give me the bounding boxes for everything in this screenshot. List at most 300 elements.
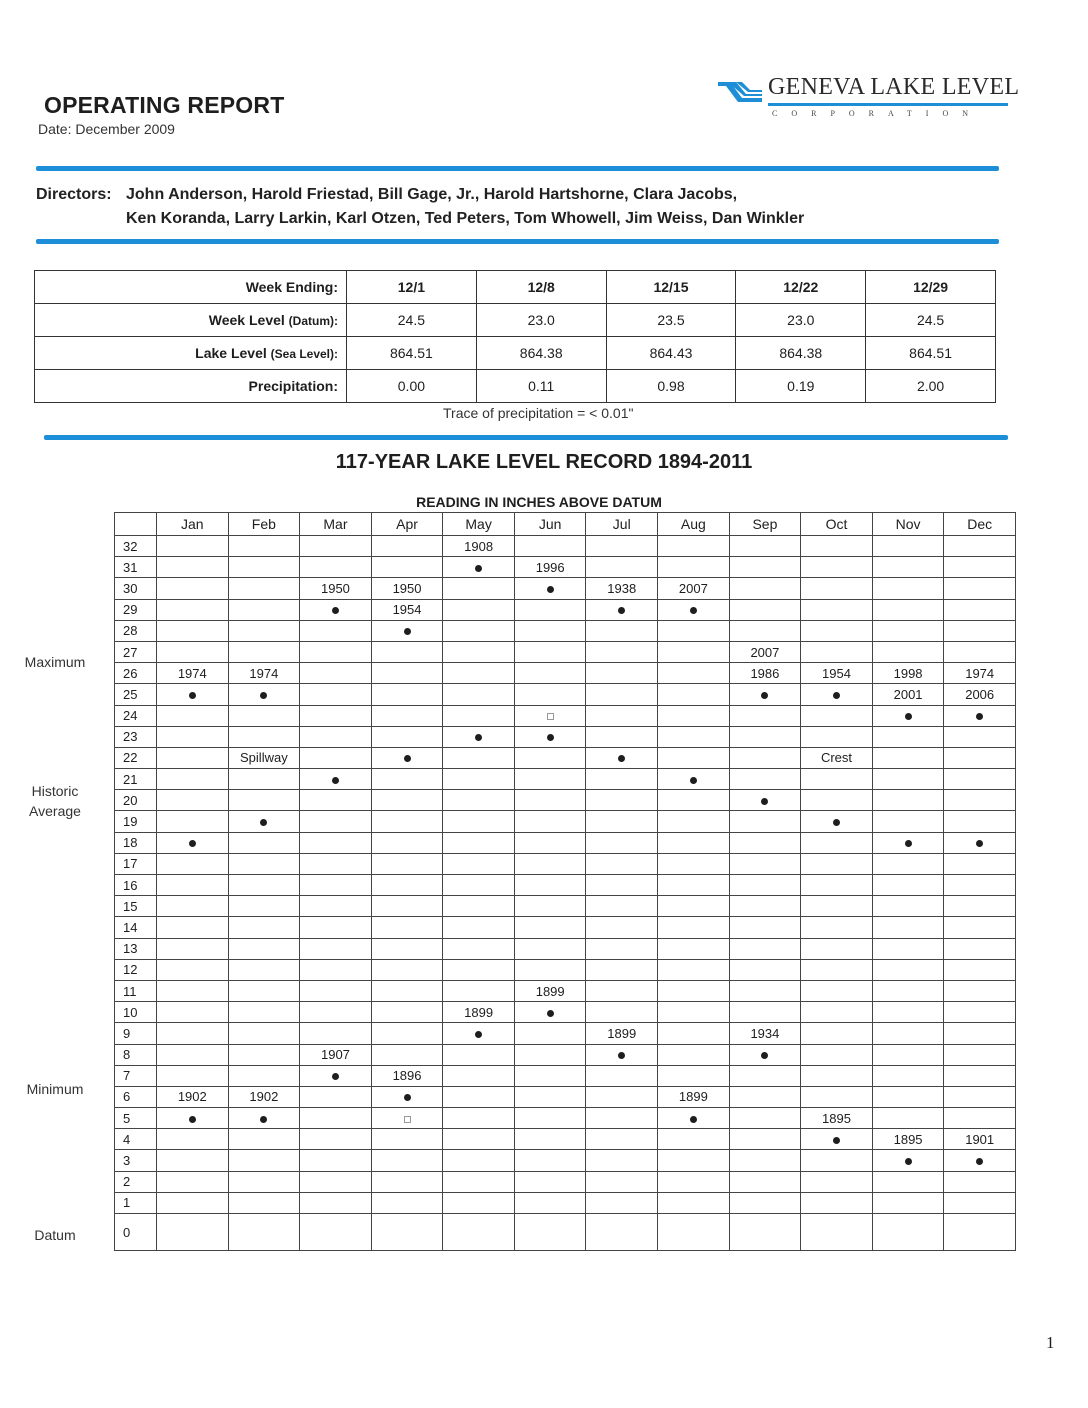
level-row <box>115 557 1016 578</box>
record-cell <box>514 641 586 662</box>
record-cell <box>872 684 944 705</box>
current-level-marker <box>547 713 554 720</box>
level-dot-marker <box>905 840 912 847</box>
record-cell <box>157 769 229 790</box>
record-cell <box>586 1002 658 1023</box>
record-cell <box>371 938 443 959</box>
record-cell <box>586 853 658 874</box>
record-cell <box>944 1108 1016 1129</box>
weekly-cell: 0.98 <box>606 370 736 403</box>
record-cell <box>658 811 730 832</box>
weekly-row-label <box>35 304 347 337</box>
record-cell <box>228 684 300 705</box>
level-dot-marker <box>976 713 983 720</box>
record-cell <box>228 896 300 917</box>
record-cell <box>658 1150 730 1171</box>
record-cell <box>443 1086 515 1107</box>
record-cell <box>228 705 300 726</box>
record-cell <box>872 747 944 768</box>
weekly-cell: 24.5 <box>866 304 996 337</box>
level-row <box>115 811 1016 832</box>
record-cell <box>443 747 515 768</box>
record-cell <box>801 620 873 641</box>
level-dot-marker <box>404 1094 411 1101</box>
level-dot-marker <box>761 1052 768 1059</box>
weekly-cell: 864.38 <box>736 337 866 370</box>
record-cell <box>371 896 443 917</box>
record-cell <box>157 726 229 747</box>
record-cell <box>658 959 730 980</box>
record-year: 1902 <box>249 1089 279 1105</box>
wave-logo-icon <box>716 78 766 104</box>
record-cell <box>157 790 229 811</box>
record-year: 1974 <box>965 665 995 681</box>
record-cell <box>586 599 658 620</box>
record-cell <box>514 1171 586 1192</box>
record-cell <box>300 1086 372 1107</box>
record-cell <box>872 726 944 747</box>
record-cell <box>658 769 730 790</box>
record-cell <box>801 811 873 832</box>
record-cell <box>371 1002 443 1023</box>
record-cell <box>729 578 801 599</box>
record-cell <box>944 663 1016 684</box>
weekly-row-label-text: Week Ending: <box>245 279 338 295</box>
record-cell <box>300 980 372 1001</box>
record-cell <box>371 853 443 874</box>
record-cell <box>443 959 515 980</box>
record-cell <box>443 578 515 599</box>
record-cell <box>514 938 586 959</box>
record-cell <box>443 832 515 853</box>
record-cell <box>228 853 300 874</box>
record-cell <box>514 1044 586 1065</box>
record-cell <box>228 747 300 768</box>
weekly-row-label-text: Week Level <box>208 312 289 328</box>
record-cell <box>514 536 586 557</box>
record-cell <box>371 536 443 557</box>
level-dot-marker <box>833 1137 840 1144</box>
record-cell <box>586 1214 658 1251</box>
trace-note: Trace of precipitation = < 0.01" <box>443 405 634 421</box>
level-dot-marker <box>761 798 768 805</box>
level-row <box>115 959 1016 980</box>
record-cell <box>228 578 300 599</box>
weekly-cell: 12/15 <box>606 271 736 304</box>
record-cell <box>514 811 586 832</box>
level-label: 9 <box>115 1023 157 1044</box>
record-cell <box>300 1002 372 1023</box>
record-cell <box>514 684 586 705</box>
record-cell <box>729 1171 801 1192</box>
record-cell <box>228 1065 300 1086</box>
record-cell <box>514 578 586 599</box>
level-label: 12 <box>115 959 157 980</box>
level-dot-marker <box>189 692 196 699</box>
record-cell <box>586 811 658 832</box>
divider-top <box>36 166 999 171</box>
record-cell <box>729 557 801 578</box>
side-label-maximum: Maximum <box>24 654 86 670</box>
weekly-row-label <box>35 271 347 304</box>
level-label: 23 <box>115 726 157 747</box>
record-year: 1974 <box>249 665 279 681</box>
record-year: 1996 <box>535 559 565 575</box>
record-cell <box>157 1023 229 1044</box>
month-header: Oct <box>801 513 873 536</box>
record-cell <box>658 578 730 599</box>
level-label: 14 <box>115 917 157 938</box>
record-cell <box>729 938 801 959</box>
weekly-row <box>35 337 996 370</box>
record-cell <box>729 1002 801 1023</box>
record-cell <box>514 769 586 790</box>
record-cell <box>443 1150 515 1171</box>
record-cell <box>944 1171 1016 1192</box>
record-cell <box>157 853 229 874</box>
level-dot-marker <box>189 840 196 847</box>
record-cell <box>944 917 1016 938</box>
record-year: 2006 <box>965 686 995 702</box>
record-cell <box>729 684 801 705</box>
record-cell <box>300 536 372 557</box>
record-cell <box>658 1171 730 1192</box>
record-cell <box>729 1086 801 1107</box>
page-number: 1 <box>1046 1333 1055 1352</box>
record-cell <box>300 875 372 896</box>
record-cell <box>228 536 300 557</box>
record-cell <box>586 663 658 684</box>
record-cell <box>872 832 944 853</box>
level-dot-marker <box>260 819 267 826</box>
record-cell <box>658 684 730 705</box>
record-cell <box>872 1129 944 1150</box>
weekly-cell: 0.00 <box>347 370 477 403</box>
record-cell <box>801 896 873 917</box>
record-cell <box>300 663 372 684</box>
divider-directors <box>36 239 999 244</box>
record-cell <box>872 769 944 790</box>
record-cell <box>228 938 300 959</box>
record-cell <box>371 1192 443 1213</box>
record-cell <box>801 1086 873 1107</box>
record-year: 1938 <box>607 580 637 596</box>
record-cell <box>872 663 944 684</box>
record-cell <box>228 1108 300 1129</box>
record-year: 1934 <box>750 1025 780 1041</box>
record-cell <box>514 1214 586 1251</box>
record-cell <box>729 769 801 790</box>
record-cell <box>228 1214 300 1251</box>
level-label: 8 <box>115 1044 157 1065</box>
record-cell <box>443 938 515 959</box>
record-cell <box>228 1171 300 1192</box>
record-cell <box>443 790 515 811</box>
record-cell <box>514 1002 586 1023</box>
record-cell <box>371 1065 443 1086</box>
side-label-datum: Datum <box>34 1227 76 1243</box>
record-cell <box>157 641 229 662</box>
record-cell <box>228 557 300 578</box>
record-cell <box>371 599 443 620</box>
record-cell <box>443 896 515 917</box>
record-cell <box>801 1214 873 1251</box>
record-cell <box>872 959 944 980</box>
record-cell <box>300 684 372 705</box>
level-row <box>115 1086 1016 1107</box>
record-cell <box>729 641 801 662</box>
level-dot-marker <box>404 755 411 762</box>
record-cell <box>157 1108 229 1129</box>
record-cell <box>586 1129 658 1150</box>
record-cell <box>801 599 873 620</box>
level-row <box>115 599 1016 620</box>
record-cell <box>658 663 730 684</box>
record-year: 1908 <box>464 538 494 554</box>
record-year: 1901 <box>965 1131 995 1147</box>
record-cell <box>371 578 443 599</box>
record-cell <box>801 663 873 684</box>
level-row <box>115 726 1016 747</box>
record-cell <box>944 959 1016 980</box>
record-cell <box>872 917 944 938</box>
level-label: 28 <box>115 620 157 641</box>
record-cell <box>157 1214 229 1251</box>
level-label: 15 <box>115 896 157 917</box>
record-cell <box>586 747 658 768</box>
record-cell <box>944 980 1016 1001</box>
record-cell <box>586 875 658 896</box>
record-cell <box>586 980 658 1001</box>
level-dot-marker <box>332 1073 339 1080</box>
record-cell <box>514 896 586 917</box>
level-row <box>115 684 1016 705</box>
record-cell <box>586 1150 658 1171</box>
record-cell <box>944 641 1016 662</box>
record-cell <box>944 536 1016 557</box>
level-row <box>115 578 1016 599</box>
level-row <box>115 1023 1016 1044</box>
weekly-cell: 864.43 <box>606 337 736 370</box>
record-cell <box>801 959 873 980</box>
record-year: 1950 <box>392 580 422 596</box>
month-header: Jan <box>157 513 229 536</box>
level-label: 6 <box>115 1086 157 1107</box>
record-cell <box>157 536 229 557</box>
level-dot-marker <box>976 1158 983 1165</box>
record-cell <box>586 578 658 599</box>
record-cell <box>228 980 300 1001</box>
record-cell <box>944 1086 1016 1107</box>
logo-underline <box>768 103 1008 106</box>
record-cell <box>586 769 658 790</box>
record-year: 1907 <box>320 1047 350 1063</box>
current-level-marker <box>404 1116 411 1123</box>
record-cell <box>801 790 873 811</box>
directors-line2: Ken Koranda, Larry Larkin, Karl Otzen, Ted Peters, Tom Whowell, Jim Weiss, Dan Winkler <box>126 210 805 227</box>
record-cell <box>371 747 443 768</box>
record-cell <box>443 1192 515 1213</box>
record-cell <box>801 769 873 790</box>
record-cell <box>944 726 1016 747</box>
side-label-historic: Historic <box>31 783 79 799</box>
record-cell <box>157 663 229 684</box>
weekly-row <box>35 271 996 304</box>
record-cell <box>300 1023 372 1044</box>
record-cell <box>371 832 443 853</box>
record-cell <box>872 938 944 959</box>
record-year: 2007 <box>750 644 780 660</box>
record-cell <box>729 896 801 917</box>
record-cell <box>371 875 443 896</box>
record-cell <box>586 1044 658 1065</box>
record-cell <box>658 1129 730 1150</box>
record-cell <box>157 578 229 599</box>
record-cell <box>801 1002 873 1023</box>
record-cell <box>658 1065 730 1086</box>
record-cell <box>658 832 730 853</box>
record-cell <box>586 938 658 959</box>
level-row <box>115 896 1016 917</box>
record-year: 1986 <box>750 665 780 681</box>
record-year: Spillway <box>240 750 288 766</box>
record-cell <box>586 790 658 811</box>
record-year: 1902 <box>177 1089 207 1105</box>
record-cell <box>443 536 515 557</box>
record-cell <box>729 832 801 853</box>
record-cell <box>514 917 586 938</box>
weekly-row-label-text: Lake Level <box>195 345 271 361</box>
record-cell <box>228 832 300 853</box>
level-row <box>115 1171 1016 1192</box>
month-header: Sep <box>729 513 801 536</box>
record-cell <box>944 578 1016 599</box>
level-label: 24 <box>115 705 157 726</box>
record-cell <box>300 1044 372 1065</box>
record-cell <box>801 1192 873 1213</box>
record-cell <box>300 959 372 980</box>
record-cell <box>157 1192 229 1213</box>
level-dot-marker <box>332 607 339 614</box>
record-year: 1895 <box>822 1110 851 1126</box>
record-cell <box>586 557 658 578</box>
record-cell <box>586 1023 658 1044</box>
record-cell <box>872 1214 944 1251</box>
record-cell <box>658 1086 730 1107</box>
record-cell <box>157 1065 229 1086</box>
level-row <box>115 853 1016 874</box>
record-cell <box>371 1044 443 1065</box>
record-cell <box>658 557 730 578</box>
record-cell <box>443 620 515 641</box>
record-cell <box>371 1086 443 1107</box>
level-label: 25 <box>115 684 157 705</box>
month-header: May <box>443 513 515 536</box>
company-logo <box>716 74 1020 126</box>
record-cell <box>872 790 944 811</box>
weekly-row-label <box>35 337 347 370</box>
logo-name: GENEVA LAKE LEVEL <box>768 74 1020 100</box>
record-cell <box>443 917 515 938</box>
record-cell <box>443 1129 515 1150</box>
weekly-cell: 23.0 <box>736 304 866 337</box>
record-cell <box>371 1150 443 1171</box>
record-cell <box>801 726 873 747</box>
record-cell <box>944 1023 1016 1044</box>
level-label: 1 <box>115 1192 157 1213</box>
record-cell <box>371 641 443 662</box>
month-header: Jul <box>586 513 658 536</box>
weekly-cell: 12/22 <box>736 271 866 304</box>
weekly-row-label-unit: (Datum): <box>288 314 338 328</box>
level-row <box>115 1150 1016 1171</box>
weekly-cell: 12/8 <box>476 271 606 304</box>
record-cell <box>228 1002 300 1023</box>
record-year: 2001 <box>893 686 923 702</box>
record-cell <box>514 705 586 726</box>
record-cell <box>443 705 515 726</box>
record-cell <box>228 1150 300 1171</box>
record-cell <box>801 684 873 705</box>
record-cell <box>872 1108 944 1129</box>
weekly-levels-table <box>34 270 996 403</box>
record-cell <box>228 769 300 790</box>
level-label: 2 <box>115 1171 157 1192</box>
record-cell <box>944 853 1016 874</box>
record-cell <box>729 959 801 980</box>
month-header-row <box>115 513 1016 536</box>
record-cell <box>944 875 1016 896</box>
level-label: 20 <box>115 790 157 811</box>
record-cell <box>300 1150 372 1171</box>
record-cell <box>658 1002 730 1023</box>
record-cell <box>801 1023 873 1044</box>
level-dot-marker <box>690 607 697 614</box>
record-cell <box>586 641 658 662</box>
record-cell <box>157 1086 229 1107</box>
record-cell <box>157 1129 229 1150</box>
record-cell <box>729 705 801 726</box>
record-year: 1954 <box>392 602 422 618</box>
record-cell <box>300 1129 372 1150</box>
level-dot-marker <box>833 692 840 699</box>
record-cell <box>872 1150 944 1171</box>
record-cell <box>157 980 229 1001</box>
record-cell <box>944 747 1016 768</box>
record-cell <box>658 641 730 662</box>
record-cell <box>228 1044 300 1065</box>
record-cell <box>371 1171 443 1192</box>
record-cell <box>228 1023 300 1044</box>
level-row <box>115 875 1016 896</box>
record-cell <box>371 705 443 726</box>
level-label: 19 <box>115 811 157 832</box>
record-cell <box>157 875 229 896</box>
record-cell <box>443 1214 515 1251</box>
level-row <box>115 1002 1016 1023</box>
record-cell <box>228 641 300 662</box>
record-cell <box>586 705 658 726</box>
record-cell <box>944 1065 1016 1086</box>
record-cell <box>228 875 300 896</box>
record-cell <box>872 578 944 599</box>
month-header: Mar <box>300 513 372 536</box>
level-row <box>115 790 1016 811</box>
record-cell <box>157 620 229 641</box>
weekly-cell: 0.11 <box>476 370 606 403</box>
record-cell <box>944 896 1016 917</box>
record-year: 1895 <box>893 1131 923 1147</box>
